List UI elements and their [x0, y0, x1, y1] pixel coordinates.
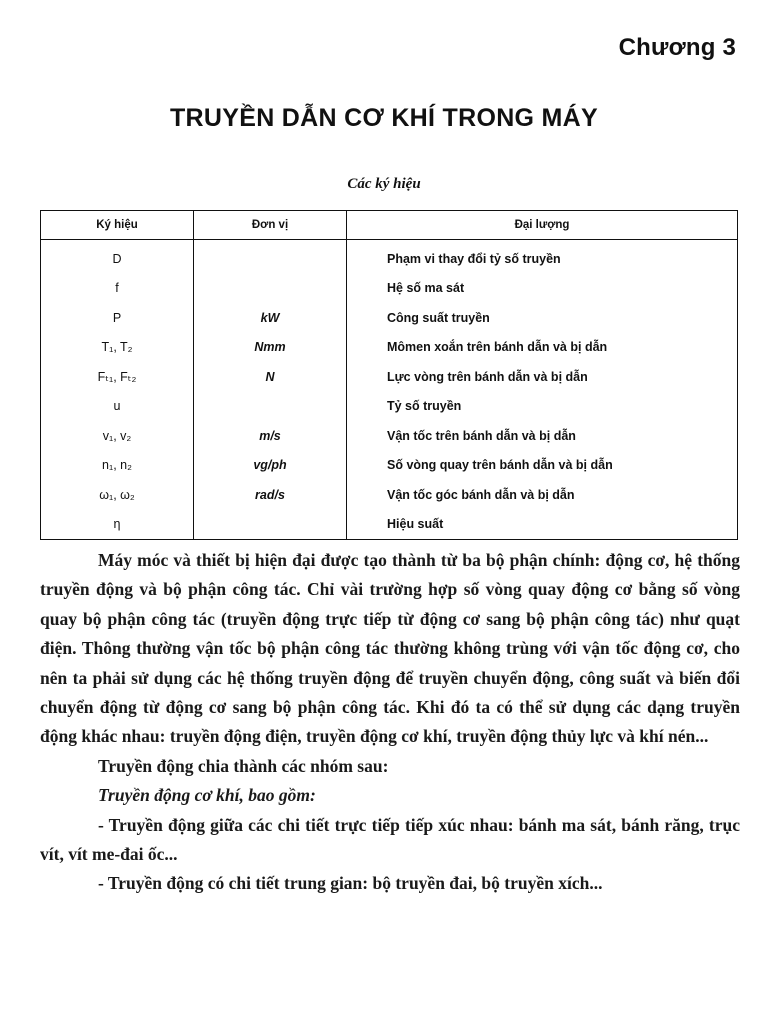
table-row [41, 421, 738, 451]
symbol-cell: P [41, 303, 194, 333]
column-header-unit: Đơn vị [194, 211, 347, 240]
unit-cell [194, 510, 347, 540]
unit-cell [194, 392, 347, 422]
symbol-cell: ω₁, ω₂ [41, 480, 194, 510]
unit-cell: m/s [194, 421, 347, 451]
column-header-quantity: Đại lượng [347, 211, 738, 240]
paragraph-mechanical [40, 781, 740, 810]
symbol-cell: v₁, v₂ [41, 421, 194, 451]
table-row [41, 240, 738, 274]
quantity-cell: Hệ số ma sát [347, 274, 738, 304]
quantity-cell: Vận tốc góc bánh dẫn và bị dẫn [347, 480, 738, 510]
unit-cell: rad/s [194, 480, 347, 510]
quantity-cell: Vận tốc trên bánh dẫn và bị dẫn [347, 421, 738, 451]
unit-cell: kW [194, 303, 347, 333]
mechanical-heading: Truyền động cơ khí [98, 785, 240, 806]
chapter-label: Chương 3 [618, 34, 736, 61]
unit-cell: N [194, 362, 347, 392]
quantity-cell: Phạm vi thay đổi tỷ số truyền [347, 240, 738, 274]
symbols-table [40, 210, 738, 540]
paragraph-intro: Máy móc và thiết bị hiện đại được tạo thành từ ba bộ phận chính: động cơ, hệ thống truyền động và bộ phận công tác. Chỉ vài trường hợp số vòng quay động cơ bằng số vòng quay bộ phận công tác (truyền động trực tiếp từ động cơ sang bộ phận công tác) như quạt điện. Thông thường vận tốc bộ phận công tác thường không trùng với vận tốc động cơ, cho nên ta phải sử dụng các hệ thống truyền động để truyền chuyển động, công suất và biến đổi chuyển động từ động cơ sang bộ phận công tác. Khi đó ta có thể sử dụng các dạng truyền động khác nhau: truyền động điện, truyền động cơ khí, truyền động thủy lực và khí nén... [40, 550, 740, 747]
table-row [41, 510, 738, 540]
table-caption: Các ký hiệu [347, 176, 421, 192]
table-row [41, 451, 738, 481]
body-text [40, 546, 740, 899]
table-header-row [41, 211, 738, 240]
table-row [41, 333, 738, 363]
symbol-cell: f [41, 274, 194, 304]
paragraph-direct-contact: - Truyền động giữa các chi tiết trực tiếp tiếp xúc nhau: bánh ma sát, bánh răng, trục vít, vít me-đai ốc... [40, 814, 740, 865]
paragraph-intermediate: - Truyền động có chi tiết trung gian: bộ truyền đai, bộ truyền xích... [98, 873, 603, 894]
symbol-cell: u [41, 392, 194, 422]
symbol-cell: Fₜ₁, Fₜ₂ [41, 362, 194, 392]
quantity-cell: Số vòng quay trên bánh dẫn và bị dẫn [347, 451, 738, 481]
symbol-cell: n₁, n₂ [41, 451, 194, 481]
quantity-cell: Hiệu suất [347, 510, 738, 540]
symbol-cell: η [41, 510, 194, 540]
table-row [41, 303, 738, 333]
unit-cell: vg/ph [194, 451, 347, 481]
page-title: TRUYỀN DẪN CƠ KHÍ TRONG MÁY [169, 104, 599, 132]
quantity-cell: Tỷ số truyền [347, 392, 738, 422]
symbol-cell: T₁, T₂ [41, 333, 194, 363]
unit-cell [194, 274, 347, 304]
unit-cell: Nmm [194, 333, 347, 363]
table-row [41, 480, 738, 510]
unit-cell [194, 240, 347, 274]
symbol-cell: D [41, 240, 194, 274]
table-row [41, 274, 738, 304]
table-row [41, 362, 738, 392]
quantity-cell: Mômen xoắn trên bánh dẫn và bị dẫn [347, 333, 738, 363]
mechanical-heading-rest: , bao gồm: [239, 785, 316, 806]
table-row [41, 392, 738, 422]
quantity-cell: Lực vòng trên bánh dẫn và bị dẫn [347, 362, 738, 392]
quantity-cell: Công suất truyền [347, 303, 738, 333]
column-header-symbol: Ký hiệu [41, 211, 194, 240]
paragraph-groups: Truyền động chia thành các nhóm sau: [98, 755, 389, 776]
